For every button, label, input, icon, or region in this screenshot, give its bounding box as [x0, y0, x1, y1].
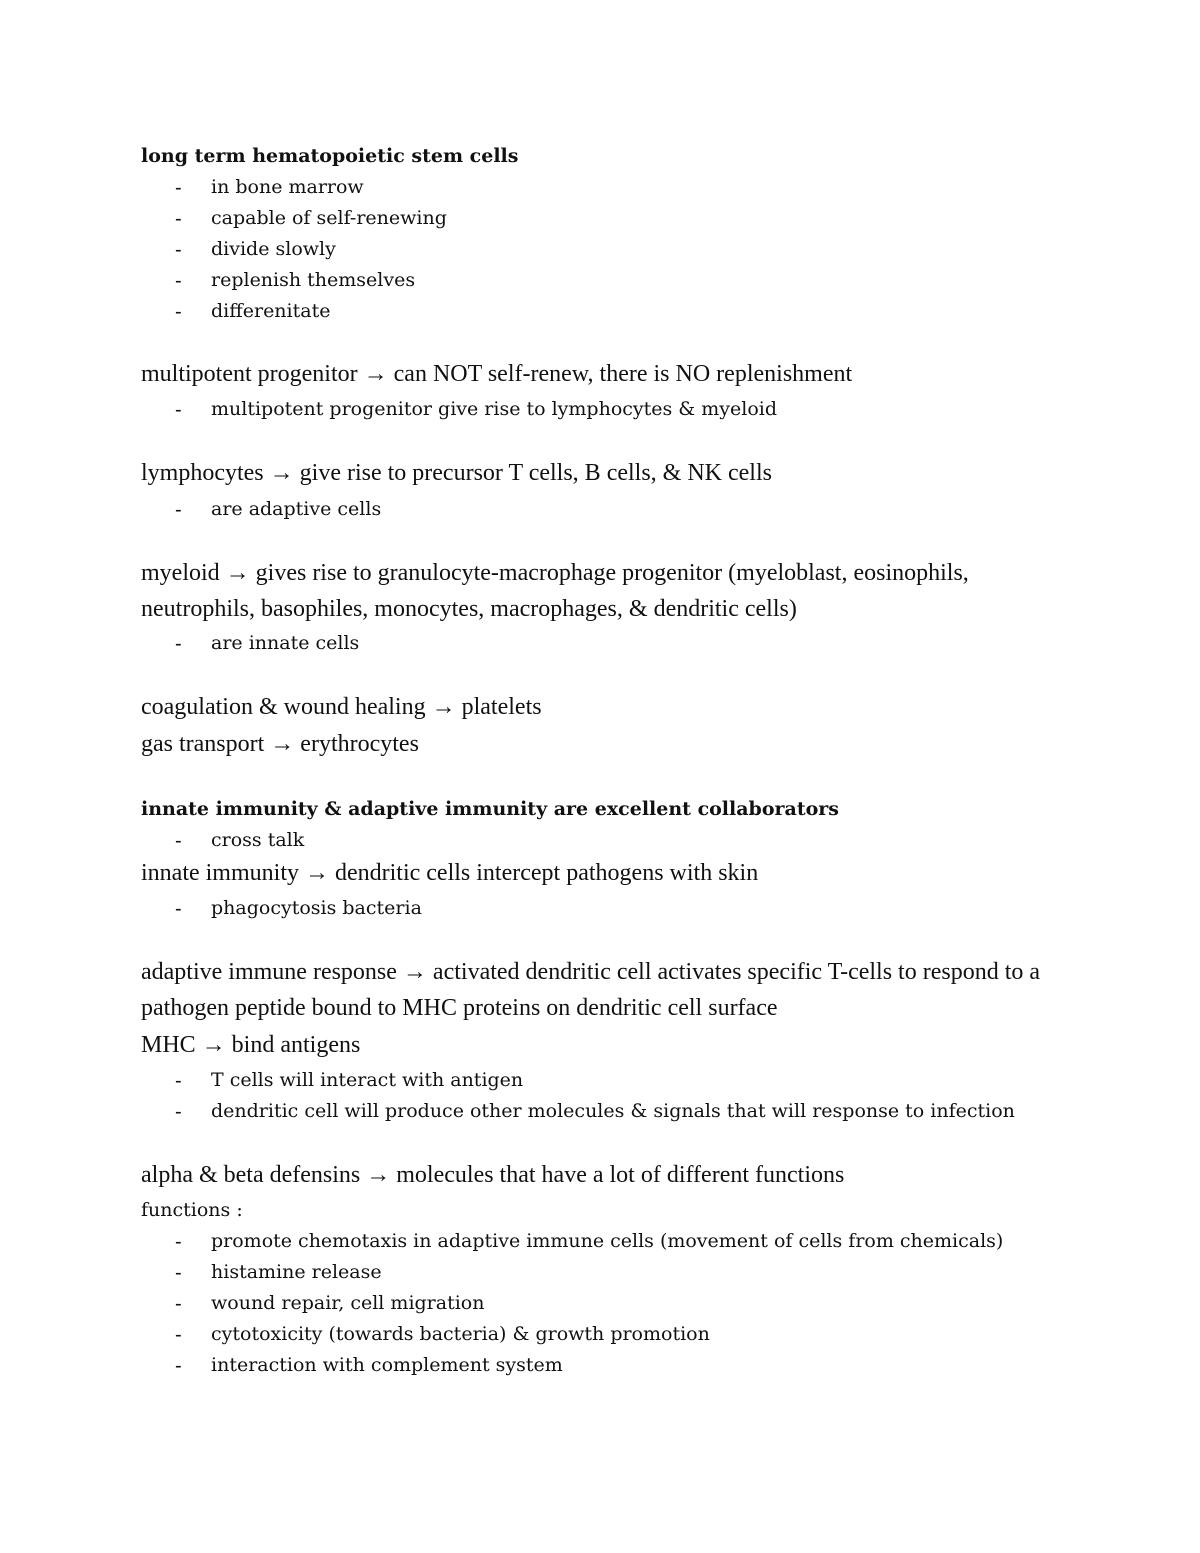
heading-myeloid-line1: myeloid → gives rise to granulocyte-macrophage progenitor (myeloblast, eosinophils, — [141, 560, 969, 586]
list-item: interaction with complement system — [211, 1354, 563, 1376]
bullet-dash: - — [175, 1324, 182, 1346]
bullet-dash: - — [175, 1293, 182, 1315]
heading-lt-hsc: long term hematopoietic stem cells — [141, 145, 519, 167]
bullet-dash: - — [175, 208, 182, 230]
heading-myeloid-line2: neutrophils, basophiles, monocytes, macrophages, & dendritic cells) — [141, 596, 797, 622]
list-item: cytotoxicity (towards bacteria) & growth promotion — [211, 1323, 710, 1345]
list-item: are innate cells — [211, 632, 360, 654]
list-item: are adaptive cells — [211, 498, 382, 520]
list-item: capable of self-renewing — [211, 207, 447, 229]
list-item: divide slowly — [211, 238, 336, 260]
heading-adaptive-line1: adaptive immune response → activated dendritic cell activates specific T-cells to respond to a — [141, 959, 1041, 985]
bullet-dash: - — [175, 1070, 182, 1092]
bullet-dash: - — [175, 239, 182, 261]
list-item: in bone marrow — [211, 176, 364, 198]
bullet-dash: - — [175, 1355, 182, 1377]
bullet-dash: - — [175, 1101, 182, 1123]
line-gas-transport: gas transport → erythrocytes — [141, 731, 419, 757]
heading-adaptive-line2: pathogen peptide bound to MHC proteins on dendritic cell surface — [141, 995, 778, 1021]
list-item: dendritic cell will produce other molecules & signals that will response to infection — [211, 1100, 1015, 1122]
bullet-dash: - — [175, 1231, 182, 1253]
line-coagulation: coagulation & wound healing → platelets — [141, 694, 542, 720]
bullet-dash: - — [175, 1262, 182, 1284]
list-item: cross talk — [211, 829, 305, 851]
list-item: multipotent progenitor give rise to lymphocytes & myeloid — [211, 398, 778, 420]
bullet-dash: - — [175, 301, 182, 323]
list-item: histamine release — [211, 1261, 382, 1283]
heading-lymphocytes: lymphocytes → give rise to precursor T cells, B cells, & NK cells — [141, 460, 772, 486]
bullet-dash: - — [175, 177, 182, 199]
heading-defensins: alpha & beta defensins → molecules that have a lot of different functions — [141, 1162, 845, 1188]
list-item: differenitate — [211, 300, 331, 322]
list-item: promote chemotaxis in adaptive immune cells (movement of cells from chemicals) — [211, 1230, 1004, 1252]
functions-label: functions : — [141, 1199, 243, 1221]
list-item: wound repair, cell migration — [211, 1292, 485, 1314]
bullet-dash: - — [175, 399, 182, 421]
heading-innate-immunity: innate immunity → dendritic cells intercept pathogens with skin — [141, 860, 759, 886]
heading-multipotent-progenitor: multipotent progenitor → can NOT self-renew, there is NO replenishment — [141, 361, 853, 387]
bullet-dash: - — [175, 499, 182, 521]
bullet-dash: - — [175, 270, 182, 292]
heading-mhc: MHC → bind antigens — [141, 1032, 361, 1058]
list-item: phagocytosis bacteria — [211, 897, 422, 919]
list-item: replenish themselves — [211, 269, 416, 291]
bullet-dash: - — [175, 898, 182, 920]
bullet-dash: - — [175, 830, 182, 852]
heading-collaborators: innate immunity & adaptive immunity are excellent collaborators — [141, 798, 839, 820]
list-item: T cells will interact with antigen — [211, 1069, 524, 1091]
bullet-dash: - — [175, 633, 182, 655]
